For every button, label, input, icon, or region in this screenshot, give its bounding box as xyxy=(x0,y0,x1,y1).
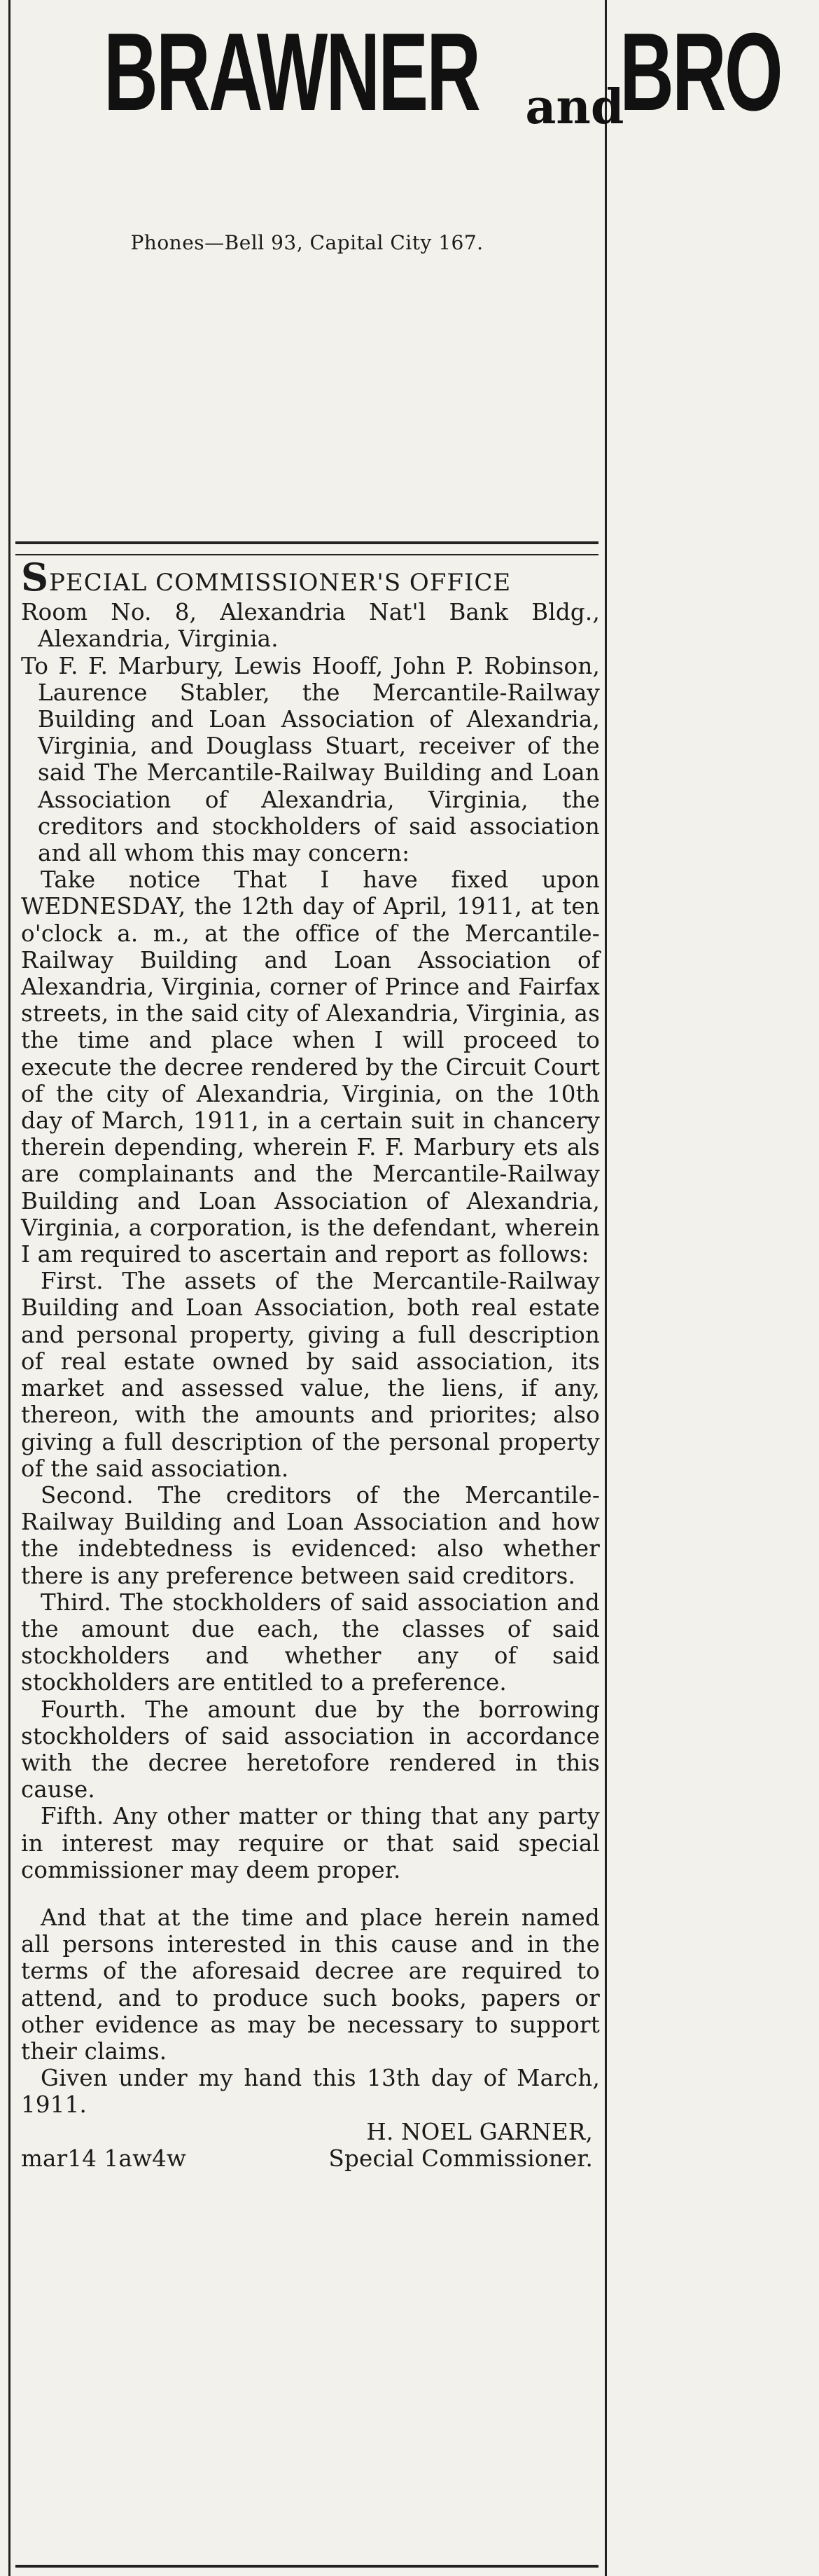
signatory-name: H. NOEL GARNER, xyxy=(366,2118,593,2145)
heading-drop-cap: S xyxy=(21,555,49,600)
section-divider xyxy=(15,541,598,555)
list-item: Third. The stockholders of said association and the amount due each, the classes of said stockholders and whether any of said stockholders are entitled to a preference. xyxy=(21,1588,600,1696)
firm-name-part2: BRO xyxy=(620,11,782,134)
take-notice-paragraph: Take notice That I have fixed upon WEDNESDAY, the 12th day of April, 1911, at ten o'clock a. m., at the office of the Mercantile-Railway Building and Loan Association of Alexandria, Virginia, corner of Prince and Fairfax streets, in the said city of Alexandria, Virginia, as the time and place when I will proceed to execute the decree rendered by the Circuit Court of the city of Alexandria, Virginia, on the 10th day of March, 1911, in a certain suit in chancery therein depending, wherein F. F. Marbury ets als are complainants and the Mercantile-Railway Building and Loan Association of Alexandria, Virginia, a corporation, is the defendant, wherein I am required to ascertain and report as follows: xyxy=(21,866,600,1268)
phone-numbers: Phones—Bell 93, Capital City 167. xyxy=(130,230,484,254)
run-code: mar14 1aw4w xyxy=(21,2145,186,2172)
firm-name-part1: BRAWNER xyxy=(104,11,479,134)
closing-paragraph: And that at the time and place herein named all persons interested in this cause and in the terms of the aforesaid decree are required to attend, and to produce such books, papers or other evidence as may be necessary to support their claims. xyxy=(21,1904,600,2065)
signatory-title: Special Commissioner. xyxy=(328,2145,593,2172)
list-item: Fourth. The amount due by the borrowing stockholders of said association in accordance with the decree heretofore rendered in this cause. xyxy=(21,1696,600,1803)
given-under-hand: Given under my hand this 13th day of March, 1911. xyxy=(21,2065,600,2119)
column-rule-left xyxy=(8,0,10,2576)
signature-line xyxy=(21,2145,600,2172)
addressees: To F. F. Marbury, Lewis Hooff, John P. Robinson, Laurence Stabler, the Mercantile-Railway Building and Loan Association of Alexandria, Virginia, and Douglass Stuart, receiver of the said The Mercantile-Railway Building and Loan Association of Alexandria, Virginia, the creditors and stockholders of said association and all whom this may concern: xyxy=(21,652,600,867)
special-commissioner-notice xyxy=(21,555,600,2172)
list-item: Second. The creditors of the Mercantile-Railway Building and Loan Association and how the indebtedness is evidenced: also whether there is any preference between said creditors. xyxy=(21,1481,600,1589)
firm-name xyxy=(15,11,782,167)
notice-heading xyxy=(21,555,600,600)
office-address: Room No. 8, Alexandria Nat'l Bank Bldg., Alexandria, Virginia. xyxy=(21,599,600,653)
list-item: Fifth. Any other matter or thing that any party in interest may require or that said special commissioner may deem proper. xyxy=(21,1803,600,1883)
firm-name-connector: and xyxy=(525,78,624,135)
heading-text: PECIAL COMMISSIONER'S OFFICE xyxy=(49,569,512,597)
column-rule-right xyxy=(605,0,607,2576)
brawner-advertisement xyxy=(15,7,782,539)
list-item: First. The assets of the Mercantile-Railway Building and Loan Association, both real estate and personal property, giving a full description of real estate owned by said association, its market and assessed value, the liens, if any, thereon, with the amounts and priorites; also giving a full description of the personal property of the said association. xyxy=(21,1268,600,1482)
bottom-rule xyxy=(15,2565,598,2568)
